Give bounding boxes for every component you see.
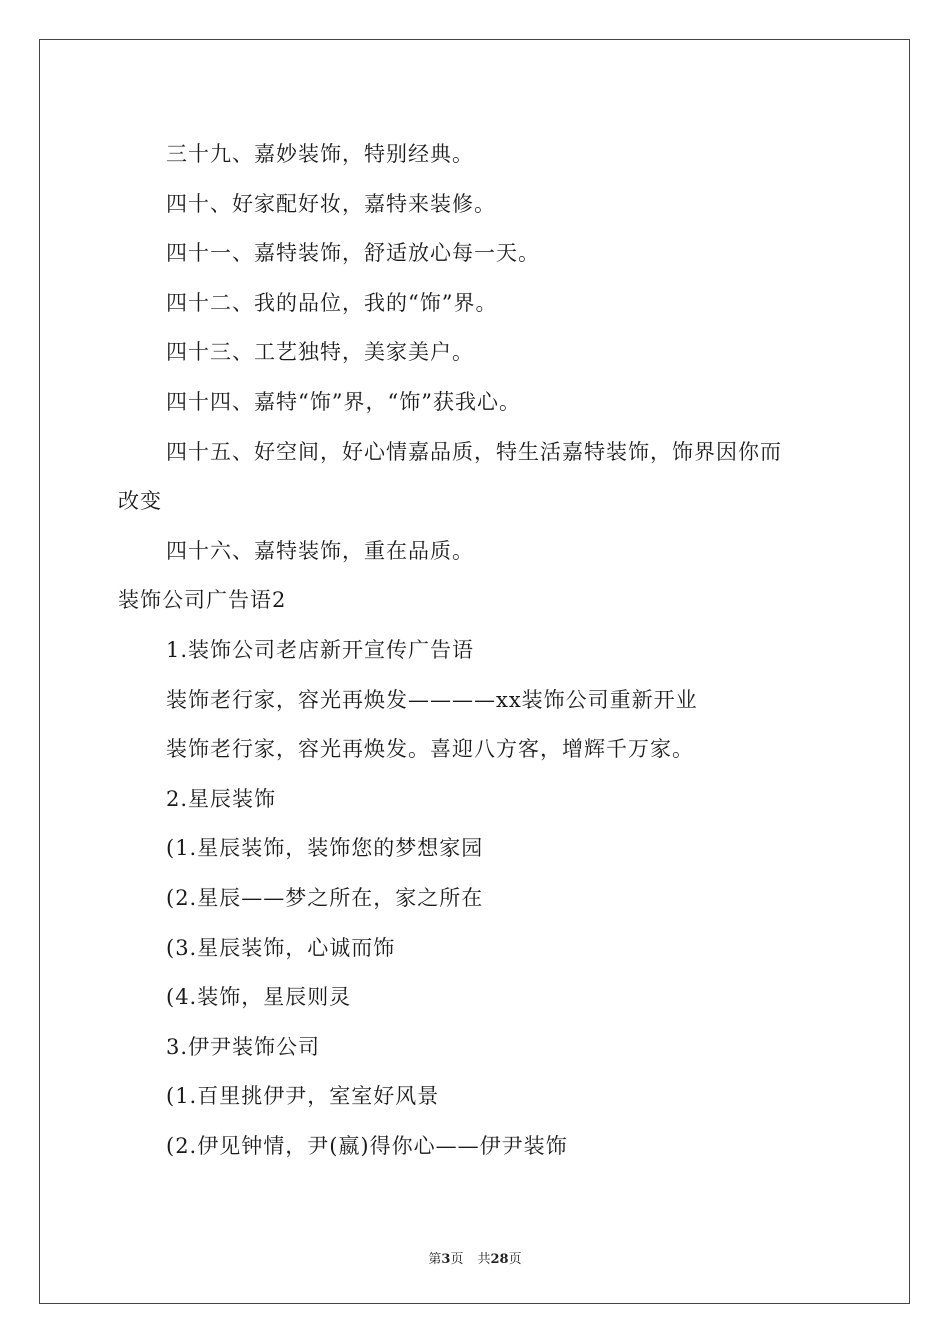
paragraph: 四十四、嘉特“饰”界，“饰”获我心。 bbox=[166, 389, 521, 414]
page-prefix: 第 bbox=[428, 1252, 442, 1267]
document-body bbox=[118, 130, 838, 1171]
sub-list-item: (1.星辰装饰，装饰您的梦想家园 bbox=[166, 836, 484, 861]
paragraph: 四十二、我的品位，我的“饰”界。 bbox=[166, 290, 498, 315]
page-number: 3 bbox=[441, 1252, 451, 1267]
paragraph: 四十、好家配好妆，嘉特来装修。 bbox=[166, 191, 496, 216]
paragraph: 四十五、好空间，好心情嘉品质，特生活嘉特装饰，饰界因你而 bbox=[166, 439, 782, 464]
paragraph: 四十六、嘉特装饰，重在品质。 bbox=[166, 538, 474, 563]
sub-list-item: (4.装饰，星辰则灵 bbox=[166, 985, 352, 1010]
sub-list-item: (2.星辰——梦之所在，家之所在 bbox=[166, 885, 484, 910]
sub-list-item: (1.百里挑伊尹，室室好风景 bbox=[166, 1084, 440, 1109]
sub-list-item: (3.星辰装饰，心诚而饰 bbox=[166, 935, 396, 960]
paragraph: 四十一、嘉特装饰，舒适放心每一天。 bbox=[166, 241, 540, 266]
page-suffix: 页 bbox=[450, 1252, 464, 1267]
section-heading: 装饰公司广告语2 bbox=[118, 588, 287, 613]
list-item: 3.伊尹装饰公司 bbox=[166, 1034, 321, 1059]
list-item: 2.星辰装饰 bbox=[166, 786, 277, 811]
list-item: 1.装饰公司老店新开宣传广告语 bbox=[166, 637, 475, 662]
paragraph: 装饰老行家，容光再焕发————xx装饰公司重新开业 bbox=[166, 687, 698, 712]
paragraph: 装饰老行家，容光再焕发。喜迎八方客，增辉千万家。 bbox=[166, 737, 694, 762]
paragraph-continuation: 改变 bbox=[118, 489, 162, 514]
total-suffix: 页 bbox=[508, 1252, 522, 1267]
total-pages: 28 bbox=[490, 1252, 509, 1267]
total-prefix: 共 bbox=[477, 1252, 491, 1267]
paragraph: 三十九、嘉妙装饰，特别经典。 bbox=[166, 142, 474, 166]
sub-list-item: (2.伊见钟情，尹(嬴)得你心——伊尹装饰 bbox=[166, 1133, 568, 1158]
paragraph: 四十三、工艺独特，美家美户。 bbox=[166, 340, 474, 365]
page-footer bbox=[0, 1248, 950, 1267]
